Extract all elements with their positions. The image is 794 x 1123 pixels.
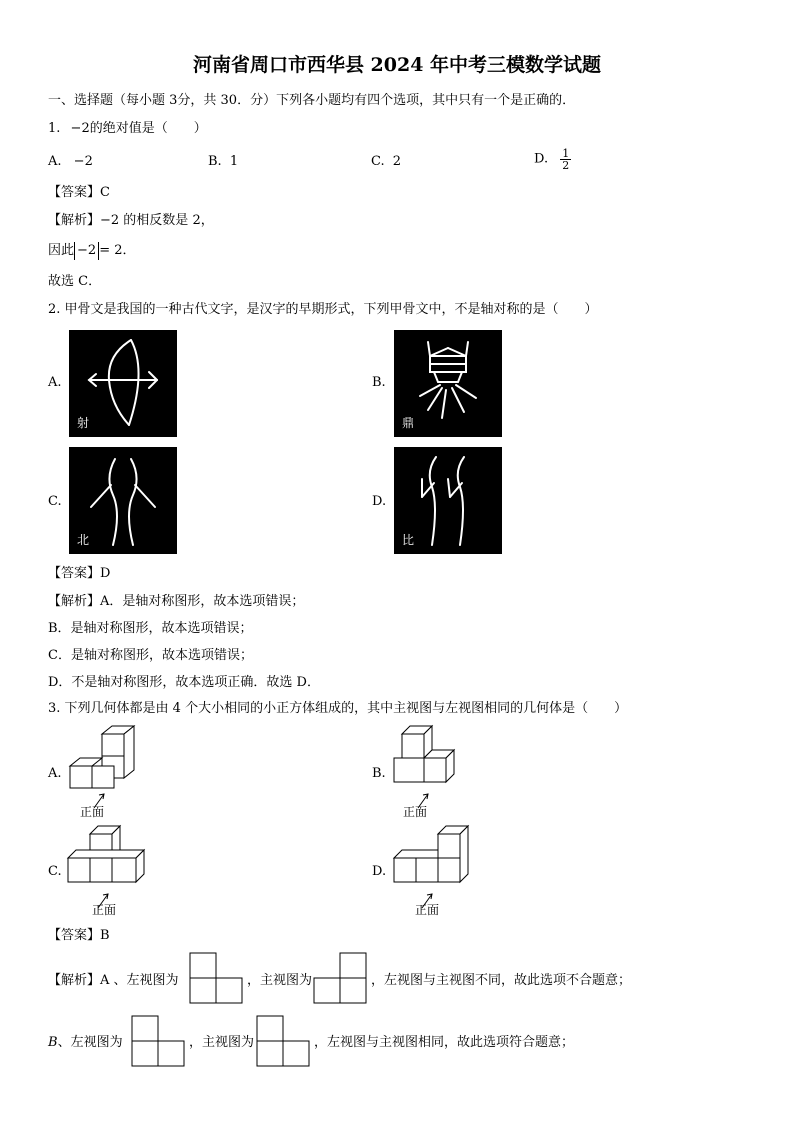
- option-text: 2: [392, 154, 402, 169]
- analysis-label: 【解析】: [48, 594, 101, 609]
- q3-stem: 3. 下列几何体都是由 4 个大小相同的小正方体组成的，其中主视图与左视图相同的几何体是（ ）: [48, 701, 628, 716]
- glyph-caption: 射: [77, 416, 90, 430]
- q2-answer: [48, 565, 110, 583]
- oracle-glyph-ding[interactable]: [394, 330, 502, 437]
- option-text: 1: [229, 154, 239, 169]
- option-label: D.: [534, 151, 549, 167]
- q2-analysis-3: C．是轴对称图形，故本选项错误；: [48, 648, 253, 663]
- q2-analysis-2: B．是轴对称图形，故本选项错误；: [48, 621, 253, 636]
- fraction-numerator: 1: [562, 147, 570, 160]
- answer-value: C: [100, 185, 110, 200]
- page-title: 河南省周口市西华县 2024 年中考三模数学试题: [192, 54, 602, 76]
- fraction-denominator: 2: [562, 159, 570, 172]
- answer-label: 【答案】: [48, 566, 101, 581]
- analysis-text: A 、左视图为: [100, 973, 179, 988]
- q1-option-b[interactable]: [208, 153, 238, 171]
- q3-analysis-a-1: [48, 972, 179, 990]
- q3-analysis-b-1: [48, 1034, 123, 1052]
- oracle-glyph-bi[interactable]: [394, 447, 502, 554]
- q1-option-c[interactable]: [371, 153, 401, 171]
- q3-analysis-b-3: ，左视图与主视图相同，故此选项符合题意；: [314, 1035, 575, 1050]
- answer-label: 【答案】: [48, 185, 101, 200]
- q3-option-a-label: A.: [48, 766, 62, 781]
- view-left-b: [131, 1015, 187, 1069]
- section-heading: 一、选择题（每小题 3分，共 30．分）下列各小题均有四个选项，其中只有一个是正确的．: [48, 93, 576, 108]
- q1-option-d[interactable]: [534, 148, 571, 171]
- q3-answer: [48, 927, 110, 945]
- front-label-b: 正面: [403, 805, 428, 819]
- absolute-value: −2: [74, 242, 99, 260]
- analysis-label: 【解析】: [48, 973, 101, 988]
- front-label-c: 正面: [92, 903, 117, 917]
- q2-analysis-4: D．不是轴对称图形，故本选项正确．故选 D．: [48, 675, 320, 690]
- front-label-d: 正面: [415, 903, 440, 917]
- q1-option-a[interactable]: [48, 153, 93, 171]
- oracle-glyph-she[interactable]: [69, 330, 177, 437]
- q1-value: −2: [70, 121, 90, 136]
- q2-stem: 2. 甲骨文是我国的一种古代文字，是汉字的早期形式，下列甲骨文中，不是轴对称的是（ ）: [48, 302, 598, 317]
- view-front-a: [313, 952, 369, 1006]
- view-left-a: [189, 952, 245, 1006]
- q2-option-b-label: B.: [372, 375, 386, 390]
- q1-answer: [48, 184, 110, 202]
- fraction: [560, 148, 571, 171]
- analysis-label: 【解析】: [48, 213, 101, 228]
- glyph-caption: 北: [77, 533, 90, 547]
- option-label: A.: [48, 154, 62, 169]
- q1-analysis-3: 故选 C．: [48, 274, 102, 289]
- q1-stem-text: 的绝对值是（ ）: [89, 121, 207, 136]
- option-letter: B: [48, 1035, 58, 1050]
- answer-value: B: [100, 928, 110, 943]
- q3-option-c-label: C.: [48, 864, 62, 879]
- cube-solid-a[interactable]: [66, 724, 146, 824]
- analysis-text: = 2．: [99, 243, 136, 258]
- glyph-caption: 鼎: [402, 416, 415, 430]
- q2-option-a-label: A.: [48, 375, 62, 390]
- q1-analysis-2: [48, 242, 135, 260]
- q1-number: 1.: [48, 121, 61, 136]
- q2-analysis-1: [48, 593, 304, 611]
- q3-analysis-a-3: ，左视图与主视图不同，故此选项不合题意；: [371, 973, 632, 988]
- answer-label: 【答案】: [48, 928, 101, 943]
- q3-option-b-label: B.: [372, 766, 386, 781]
- oracle-glyph-bei[interactable]: [69, 447, 177, 554]
- q1-analysis-1: [48, 212, 214, 230]
- q2-option-d-label: D.: [372, 494, 387, 509]
- front-label-a: 正面: [80, 805, 105, 819]
- answer-value: D: [100, 566, 111, 581]
- cube-solid-b[interactable]: [390, 724, 470, 824]
- analysis-text: 、左视图为: [57, 1035, 123, 1050]
- analysis-text: −2 的相反数是 2，: [100, 213, 214, 228]
- q3-analysis-b-2: ，主视图为: [189, 1035, 255, 1050]
- view-front-b: [256, 1015, 312, 1069]
- analysis-text: 因此: [48, 243, 75, 258]
- option-text: −2: [73, 154, 93, 169]
- q3-option-d-label: D.: [372, 864, 387, 879]
- q2-option-c-label: C.: [48, 494, 62, 509]
- q3-analysis-a-2: ，主视图为: [247, 973, 313, 988]
- q1-stem: [48, 120, 207, 138]
- analysis-text: A．是轴对称图形，故本选项错误；: [100, 594, 305, 609]
- option-label: B.: [208, 154, 222, 169]
- option-label: C.: [371, 154, 385, 169]
- glyph-caption: 比: [402, 533, 415, 547]
